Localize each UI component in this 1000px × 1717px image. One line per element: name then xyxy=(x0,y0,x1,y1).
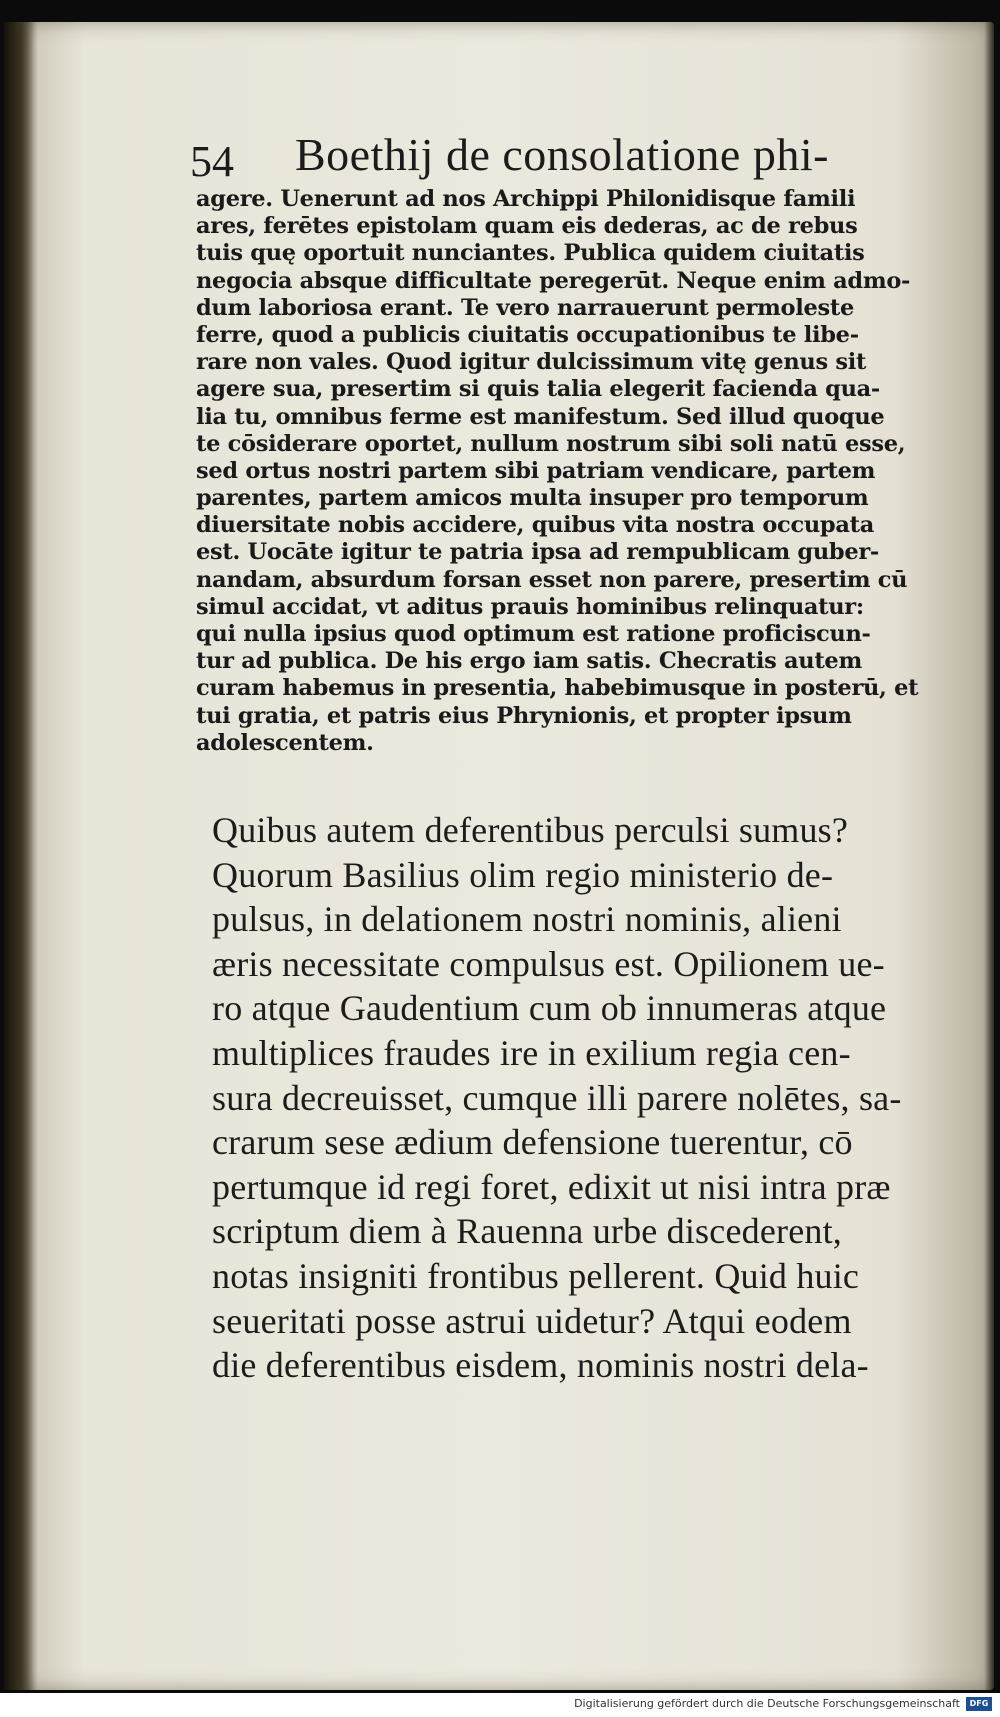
commentary-line: ares, ferētes epistolam quam eis dederas, ac de rebus xyxy=(196,213,858,240)
commentary-line: agere sua, presertim si quis talia elegerit facienda qua- xyxy=(196,376,880,403)
page-number: 54 xyxy=(190,137,234,186)
commentary-line: agere. Uenerunt ad nos Archippi Philonidisque famili xyxy=(196,186,856,212)
running-title: Boethij de consolatione phi- xyxy=(295,129,829,180)
main-text-line: æris necessitate compulsus est. Opilionem ue- xyxy=(212,943,885,984)
main-text-line: notas insigniti frontibus pellerent. Quid huic xyxy=(212,1255,860,1296)
commentary-line: dum laboriosa erant. Te vero narrauerunt permoleste xyxy=(196,294,854,321)
commentary-line: rare non vales. Quod igitur dulcissimum vitę genus sit xyxy=(196,349,867,376)
commentary-line: sed ortus nostri partem sibi patriam vendicare, partem xyxy=(196,457,876,484)
commentary-line: tui gratia, et patris eius Phrynionis, et propter ipsum xyxy=(196,702,852,729)
main-text-line: sura decreuisset, cumque illi parere nolētes, sa- xyxy=(212,1077,902,1118)
main-text-line: multiplices fraudes ire in exilium regia cen- xyxy=(212,1032,851,1073)
commentary-line: parentes, partem amicos multa insuper pro temporum xyxy=(196,485,869,512)
main-text-line: pulsus, in delationem nostri nominis, alieni xyxy=(212,899,842,940)
commentary-line: te cōsiderare oportet, nullum nostrum sibi soli natū esse, xyxy=(196,430,906,457)
main-text-line: scriptum diem à Rauenna urbe discederent, xyxy=(212,1211,842,1252)
commentary-line: lia tu, omnibus ferme est manifestum. Sed illud quoque xyxy=(196,403,885,430)
commentary-line: diuersitate nobis accidere, quibus vita nostra occupata xyxy=(196,512,874,539)
commentary-line: simul accidat, vt aditus prauis hominibus relinquatur: xyxy=(196,593,864,620)
main-text-block xyxy=(212,808,932,1388)
commentary-line: est. Uocāte igitur te patria ipsa ad rempublicam guber- xyxy=(196,539,879,566)
commentary-line: curam habemus in presentia, habebimusque in posterū, et xyxy=(196,675,919,702)
commentary-line: qui nulla ipsius quod optimum est ratione proficiscun- xyxy=(196,621,871,647)
commentary-block xyxy=(196,186,922,757)
commentary-line: negocia absque difficultate peregerūt. Neque enim admo- xyxy=(196,267,911,294)
main-text-line: crarum sese ædium defensione tuerentur, cō xyxy=(212,1122,853,1163)
commentary-line: ferre, quod a publicis ciuitatis occupationibus te libe- xyxy=(196,321,859,348)
main-text-line: pertumque id regi foret, edixit ut nisi intra præ xyxy=(212,1166,891,1207)
main-text-line: die deferentibus eisdem, nominis nostri dela- xyxy=(212,1345,869,1386)
main-text-line: ro atque Gaudentium cum ob innumeras atque xyxy=(212,988,887,1029)
dfg-logo: DFG xyxy=(966,1697,992,1711)
main-text-line: Quorum Basilius olim regio ministerio de- xyxy=(212,854,834,895)
book-spine-shadow xyxy=(4,22,38,1690)
main-text-line: Quibus autem deferentibus perculsi sumus? xyxy=(212,810,849,850)
main-text-line: seueritati posse astrui uidetur? Atqui eodem xyxy=(212,1300,852,1341)
commentary-line: tuis quę oportuit nunciantes. Publica quidem ciuitatis xyxy=(196,240,865,267)
commentary-line: adolescentem. xyxy=(196,729,374,756)
commentary-line: tur ad publica. De his ergo iam satis. Checratis autem xyxy=(196,648,862,675)
page-header xyxy=(190,128,950,184)
commentary-line: nandam, absurdum forsan esset non parere, presertim cū xyxy=(196,566,908,593)
footer-bar xyxy=(0,1693,1000,1717)
footer-credit: Digitalisierung gefördert durch die Deutsche Forschungsgemeinschaft xyxy=(574,1697,960,1710)
